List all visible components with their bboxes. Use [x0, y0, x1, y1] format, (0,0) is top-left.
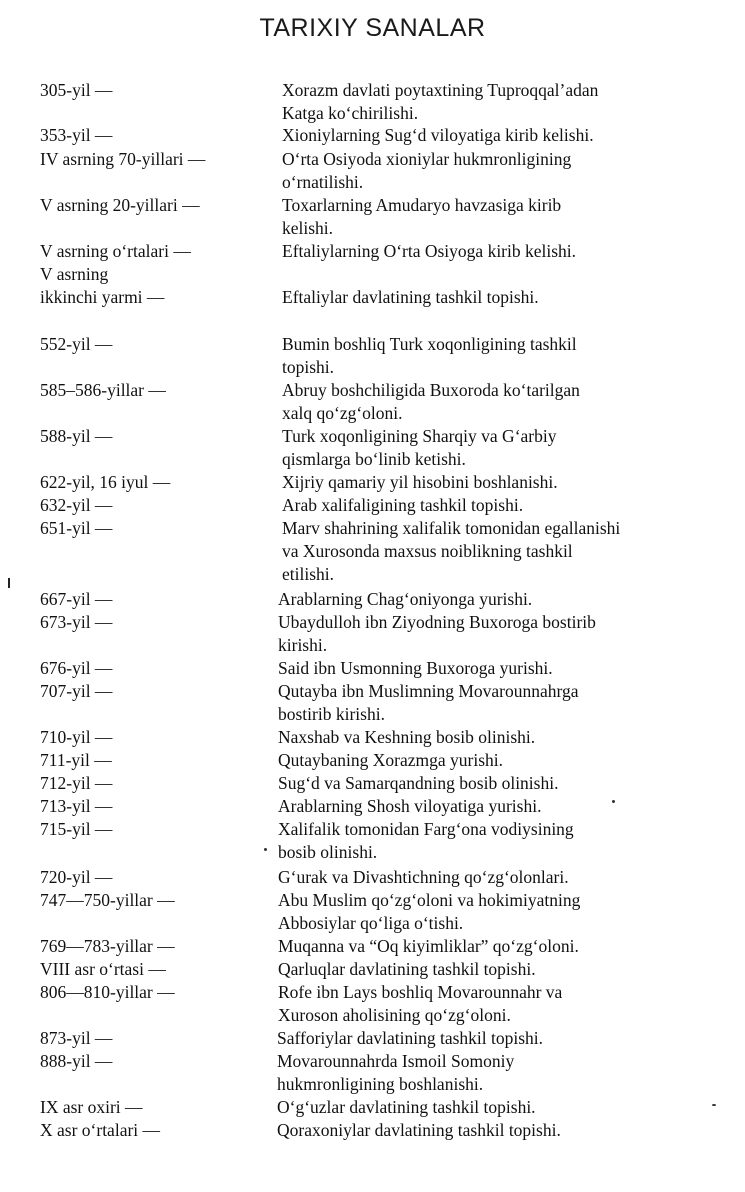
entry-event: [278, 680, 718, 726]
entry-event: [282, 471, 722, 494]
entry-date: 713-yil —: [40, 796, 113, 816]
event-line: Arablarning Chag‘oniyonga yurishi.: [278, 589, 533, 609]
entry-event: [282, 240, 722, 263]
entry-event: [278, 611, 718, 657]
entry-date: 712-yil —: [40, 773, 113, 793]
entry-event: [278, 588, 718, 611]
event-line: Safforiylar davlatining tashkil topishi.: [277, 1028, 544, 1048]
event-line: G‘urak va Divashtichning qo‘zg‘olonlari.: [278, 867, 569, 887]
event-line: va Xurosonda maxsus noiblikning tashkil: [282, 541, 573, 561]
entry-date: 673-yil —: [40, 612, 113, 632]
entry-date: IX asr oxiri —: [40, 1097, 143, 1117]
event-line: Said ibn Usmonning Buxoroga yurishi.: [278, 658, 553, 678]
entry-date: V asrning o‘rtalari —: [40, 241, 191, 261]
entry-date: VIII asr o‘rtasi —: [40, 959, 166, 979]
entry-event: [282, 333, 722, 379]
event-line: Bumin boshliq Turk xoqonligining tashkil: [282, 334, 577, 354]
entry-date: 588-yil —: [40, 426, 113, 446]
entry-event: [282, 517, 722, 586]
entry-event: [278, 772, 718, 795]
entry-event: [282, 148, 722, 194]
entry-date: 676-yil —: [40, 658, 113, 678]
entry-date: 747—750-yillar —: [40, 890, 175, 910]
entry-date: ikkinchi yarmi —: [40, 287, 165, 307]
event-line: Qarluqlar davlatining tashkil topishi.: [278, 959, 536, 979]
event-line: Rofe ibn Lays boshliq Movarounnahr va: [278, 982, 563, 1002]
entry-event: [278, 795, 718, 818]
event-line: O‘g‘uzlar davlatining tashkil topishi.: [277, 1097, 536, 1117]
event-line: xalq qo‘zg‘oloni.: [282, 403, 403, 423]
event-line: Sug‘d va Samarqandning bosib olinishi.: [278, 773, 559, 793]
entry-date: X asr o‘rtalari —: [40, 1120, 161, 1140]
entry-event: [278, 749, 718, 772]
page-title: TARIXIY SANALAR: [259, 14, 486, 42]
event-line: Qutaybaning Xorazmga yurishi.: [278, 750, 504, 770]
margin-mark: [8, 578, 10, 588]
entry-date: 585–586-yillar —: [40, 380, 166, 400]
entry-event: [282, 425, 722, 471]
event-line: Qutayba ibn Muslimning Movarounnahrga: [278, 681, 579, 701]
entry-event: [282, 79, 722, 125]
entry-date: 305-yil —: [40, 80, 113, 100]
entry-event: [278, 958, 718, 981]
event-line: Xioniylarning Sug‘d viloyatiga kirib kelishi.: [282, 125, 594, 145]
event-line: topishi.: [282, 357, 335, 377]
entry-date: 632-yil —: [40, 495, 113, 515]
entry-date: 711-yil —: [40, 750, 112, 770]
entry-date: 710-yil —: [40, 727, 113, 747]
event-line: hukmronligining boshlanishi.: [277, 1074, 484, 1094]
entry-event: [278, 657, 718, 680]
print-speck: [712, 1104, 716, 1106]
entry-event: [278, 866, 718, 889]
event-line: Xijriy qamariy yil hisobini boshlanishi.: [282, 472, 558, 492]
event-line: Abbosiylar qo‘liga o‘tishi.: [278, 913, 464, 933]
event-line: Qoraxoniylar davlatining tashkil topishi.: [277, 1120, 561, 1140]
entry-date: 353-yil —: [40, 125, 113, 145]
entry-event: [282, 379, 722, 425]
event-line: Eftaliylar davlatining tashkil topishi.: [282, 287, 539, 307]
event-line: Xuroson aholisining qo‘zg‘oloni.: [278, 1005, 511, 1025]
entry-date: V asrning: [40, 264, 109, 284]
event-line: Arab xalifaligining tashkil topishi.: [282, 495, 524, 515]
entry-date: 715-yil —: [40, 819, 113, 839]
entry-event: [278, 726, 718, 749]
event-line: Marv shahrining xalifalik tomonidan egallanishi: [282, 518, 621, 538]
event-line: Naxshab va Keshning bosib olinishi.: [278, 727, 536, 747]
entry-date: 667-yil —: [40, 589, 113, 609]
event-line: Eftaliylarning O‘rta Osiyoga kirib kelishi.: [282, 241, 577, 261]
event-line: Abu Muslim qo‘zg‘oloni va hokimiyatning: [278, 890, 581, 910]
entry-event: [277, 1096, 717, 1119]
event-line: Turk xoqonligining Sharqiy va G‘arbiy: [282, 426, 557, 446]
entry-date: 707-yil —: [40, 681, 113, 701]
entry-date: 769—783-yillar —: [40, 936, 175, 956]
entry-date: 873-yil —: [40, 1028, 113, 1048]
entry-event: [278, 981, 718, 1027]
entry-date: 651-yil —: [40, 518, 113, 538]
event-line: Arablarning Shosh viloyatiga yurishi.: [278, 796, 542, 816]
entry-event: [282, 194, 722, 240]
event-line: Ubaydulloh ibn Ziyodning Buxoroga bostirib: [278, 612, 596, 632]
entry-date: 888-yil —: [40, 1051, 113, 1071]
entry-event: [277, 1119, 717, 1142]
print-speck: [264, 848, 267, 851]
entry-date: IV asrning 70-yillari —: [40, 149, 206, 169]
entry-event: [278, 889, 718, 935]
entry-event: [282, 286, 722, 309]
entry-event: [282, 124, 722, 147]
event-line: Xalifalik tomonidan Farg‘ona vodiysining: [278, 819, 574, 839]
event-line: Toxarlarning Amudaryo havzasiga kirib: [282, 195, 562, 215]
event-line: Katga ko‘chirilishi.: [282, 103, 419, 123]
event-line: o‘rnatilishi.: [282, 172, 364, 192]
event-line: bostirib kirishi.: [278, 704, 385, 724]
entry-date: 622-yil, 16 iyul —: [40, 472, 171, 492]
event-line: qismlarga bo‘linib ketishi.: [282, 449, 466, 469]
entry-date: V asrning 20-yillari —: [40, 195, 200, 215]
print-speck: [612, 800, 615, 803]
event-line: etilishi.: [282, 564, 335, 584]
event-line: Abruy boshchiligida Buxoroda ko‘tarilgan: [282, 380, 580, 400]
entry-event: [277, 1027, 717, 1050]
entry-event: [282, 494, 722, 517]
entry-event: [278, 935, 718, 958]
event-line: Xorazm davlati poytaxtining Tuproqqal’adan: [282, 80, 599, 100]
event-line: bosib olinishi.: [278, 842, 378, 862]
event-line: Movarounnahrda Ismoil Somoniy: [277, 1051, 515, 1071]
event-line: kirishi.: [278, 635, 328, 655]
entry-date: 552-yil —: [40, 334, 113, 354]
event-line: kelishi.: [282, 218, 334, 238]
entry-event: [278, 818, 718, 864]
event-line: Muqanna va “Oq kiyimliklar” qo‘zg‘oloni.: [278, 936, 579, 956]
entry-event: [277, 1050, 717, 1096]
event-line: O‘rta Osiyoda xioniylar hukmronligining: [282, 149, 572, 169]
entry-date: 806—810-yillar —: [40, 982, 175, 1002]
entry-date: 720-yil —: [40, 867, 113, 887]
